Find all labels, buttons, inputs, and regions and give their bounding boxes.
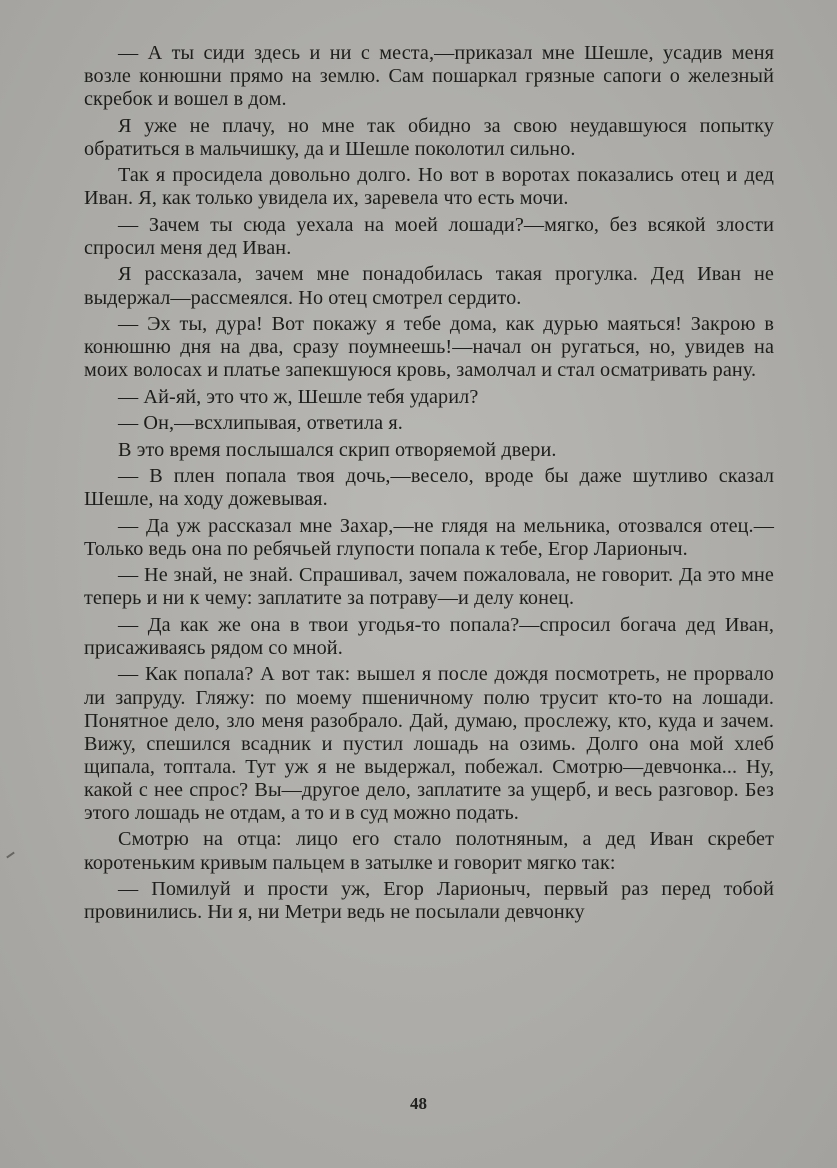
paragraph-8: — Он,—всхлипывая, ответила я. (118, 412, 403, 435)
paragraph-13: — Да как же она в твои угодья-то попала?—спросил богача дед Иван, присаживаясь рядом со мной. (84, 613, 774, 659)
paragraph-10: — В плен попала твоя дочь,—весело, вроде бы даже шутливо сказал Шешле, на ходу дожевывая. (84, 465, 774, 511)
paragraph-3: Так я просидела довольно долго. Но вот в воротах показались отец и дед Иван. Я, как только увидела их, заревела что есть мочи. (84, 164, 774, 210)
paragraph-9: В это время послышался скрип отворяемой двери. (118, 438, 557, 461)
paragraph-11: — Да уж рассказал мне Захар,—не глядя на мельника, отозвался отец.— Только ведь она по ребячьей глупости попала к тебе, Егор Ларионыч. (84, 514, 774, 560)
page-number: 48 (410, 1094, 427, 1113)
scan-speck-mark (6, 852, 15, 859)
paragraph-15: Смотрю на отца: лицо его стало полотняным, а дед Иван скребет коротеньким кривым пальцем в затылке и говорит мягко так: (84, 828, 774, 874)
paragraph-6: — Эх ты, дура! Вот покажу я тебе дома, как дурью маяться! Закрою в конюшню дня на два, сразу поумнеешь!—начал он ругаться, но, увидев на моих волосах и платье запекшуюся кровь, замолчал и стал осматривать рану. (84, 312, 774, 382)
paragraph-14: — Как попала? А вот так: вышел я после дождя посмотреть, не прорвало ли запруду. Гляжу: по моему пшеничному полю трусит кто-то на лошади. Понятное дело, зло меня разобрало. Дай, думаю, прослежу, кто, куда и зачем. Вижу, спешился всадник и пустил лошадь на озимь. Долго она мой хлеб щипала, топтала. Тут уж я не выдержал, побежал. Смотрю—девчонка... Ну, какой с нее спрос? Вы—другое дело, заплатите за ущерб, и весь разговор. Без этого лошадь не отдам, а то и в суд можно подать. (84, 663, 774, 824)
paragraph-5: Я рассказала, зачем мне понадобилась такая прогулка. Дед Иван не выдержал—рассмеялся. Но отец смотрел сердито. (84, 263, 774, 309)
paragraph-2: Я уже не плачу, но мне так обидно за свою неудавшуюся попытку обратиться в мальчишку, да и Шешле поколотил сильно. (84, 114, 774, 160)
paragraph-7: — Ай-яй, это что ж, Шешле тебя ударил? (118, 385, 479, 408)
page-body-text (84, 42, 774, 928)
paragraph-1: — А ты сиди здесь и ни с места,—приказал мне Шешле, усадив меня возле конюшни прямо на землю. Сам пошаркал грязные сапоги о железный скребок и вошел в дом. (84, 42, 774, 111)
paragraph-16: — Помилуй и прости уж, Егор Ларионыч, первый раз перед тобой провинились. Ни я, ни Метри ведь не посылали девчонку (84, 878, 774, 924)
paragraph-12: — Не знай, не знай. Спрашивал, зачем пожаловала, не говорит. Да это мне теперь и ни к чему: заплатите за потраву—и делу конец. (84, 564, 774, 610)
paragraph-4: — Зачем ты сюда уехала на моей лошади?—мягко, без всякой злости спросил меня дед Иван. (84, 213, 774, 259)
